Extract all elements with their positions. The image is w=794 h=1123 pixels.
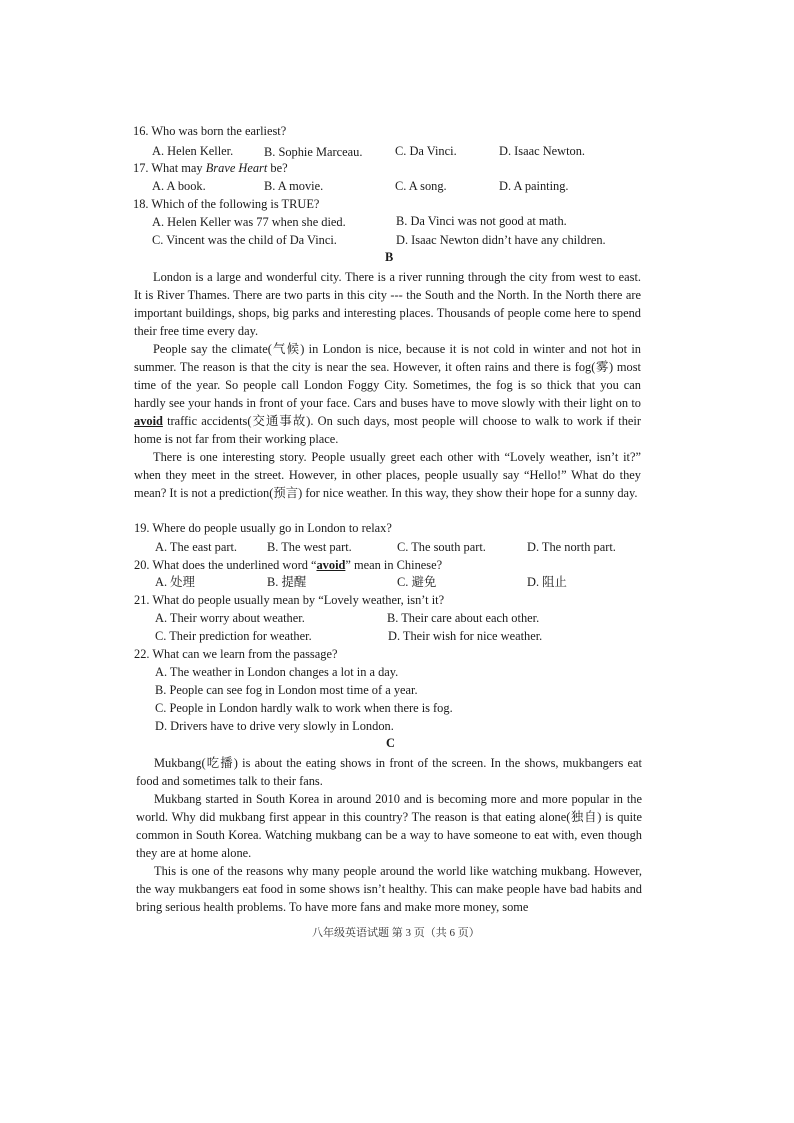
q19-option-c: C. The south part.	[397, 540, 486, 554]
section-c-heading: C	[386, 736, 395, 750]
q19-option-a: A. The east part.	[155, 540, 238, 554]
underlined-word-avoid: avoid	[134, 414, 163, 428]
section-b-heading: B	[385, 250, 394, 264]
q16-option-d: D. Isaac Newton.	[499, 144, 586, 158]
q16-stem: 16. Who was born the earliest?	[133, 124, 287, 138]
q20-stem: 20. What does the underlined word “avoid” mean in Chinese?	[134, 558, 443, 572]
q17-option-b: B. A movie.	[264, 179, 324, 193]
section-b-paragraph-1: London is a large and wonderful city. There is a river running through the city from west to east. It is River Thames. There are two parts in this city --- the South and the North. In the North there are important buildings, shops, big parks and interesting places. Thousands of people come here to spend their free time every day.	[134, 270, 641, 338]
q22-option-a: A. The weather in London changes a lot in a day.	[155, 665, 399, 679]
q18-option-c: C. Vincent was the child of Da Vinci.	[152, 233, 337, 247]
q16-option-c: C. Da Vinci.	[395, 144, 457, 158]
section-c-paragraph-2: Mukbang started in South Korea in around 2010 and is becoming more and more popular in the world. Why did mukbang first appear in this country? The reason is that eating alone(独自) is quite common in South Korea. Watching mukbang can be a way to have someone to eat with, even though they are at home alone.	[136, 792, 642, 860]
q18-option-a: A. Helen Keller was 77 when she died.	[152, 215, 346, 229]
q19-option-b: B. The west part.	[267, 540, 352, 554]
q21-option-a: A. Their worry about weather.	[155, 611, 305, 625]
q22-stem: 22. What can we learn from the passage?	[134, 647, 338, 661]
q16-option-b: B. Sophie Marceau.	[264, 145, 363, 159]
q18-option-d: D. Isaac Newton didn’t have any children.	[396, 233, 606, 247]
q20-option-b: B. 提醒	[267, 575, 307, 589]
q16-option-a: A. Helen Keller.	[152, 144, 234, 158]
q20-option-c: C. 避免	[397, 575, 437, 589]
q21-option-c: C. Their prediction for weather.	[155, 629, 312, 643]
q21-stem: 21. What do people usually mean by “Lovely weather, isn’t it?	[134, 593, 445, 607]
q21-option-d: D. Their wish for nice weather.	[388, 629, 543, 643]
page-footer: 八年级英语试题 第 3 页（共 6 页）	[312, 927, 480, 939]
q19-stem: 19. Where do people usually go in London to relax?	[134, 521, 392, 535]
q18-stem: 18. Which of the following is TRUE?	[133, 197, 320, 211]
q19-option-d: D. The north part.	[527, 540, 616, 554]
q22-option-d: D. Drivers have to drive very slowly in London.	[155, 719, 394, 733]
q17-option-a: A. A book.	[152, 179, 206, 193]
q17-option-c: C. A song.	[395, 179, 447, 193]
section-b-paragraph-2: People say the climate(气候) in London is nice, because it is not cold in winter and not hot in summer. The reason is that the city is near the sea. However, it often rains and there is fog(雾) most time of the year. So people call London Foggy City. Sometimes, the fog is so thick that you can hardly see your hands in front of your face. Cars and buses have to move slowly with their light on to avoid traffic accidents(交通事故). On such days, most people will choose to walk to work if their home is not far from their working place.	[134, 342, 641, 446]
q20-option-d: D. 阻止	[527, 575, 567, 589]
q21-option-b: B. Their care about each other.	[387, 611, 540, 625]
q17-option-d: D. A painting.	[499, 179, 569, 193]
section-c-paragraph-1: Mukbang(吃播) is about the eating shows in front of the screen. In the shows, mukbangers eat food and sometimes talk to their fans.	[136, 756, 642, 788]
q18-option-b: B. Da Vinci was not good at math.	[396, 214, 567, 228]
section-b-paragraph-3: There is one interesting story. People usually greet each other with “Lovely weather, isn’t it?” when they meet in the street. However, in other places, people usually say “Hello!” What do they mean? It is not a prediction(预言) for nice weather. In this way, they show their hope for a sunny day.	[134, 450, 641, 500]
q17-stem: 17. What may Brave Heart be?	[133, 161, 288, 175]
q22-option-c: C. People in London hardly walk to work when there is fog.	[155, 701, 453, 715]
q22-option-b: B. People can see fog in London most time of a year.	[155, 683, 418, 697]
section-c-paragraph-3: This is one of the reasons why many people around the world like watching mukbang. However, the way mukbangers eat food in some shows isn’t healthy. This can make people have bad habits and bring serious health problems. To have more fans and make more money, some	[136, 864, 642, 914]
q20-option-a: A. 处理	[155, 575, 195, 589]
